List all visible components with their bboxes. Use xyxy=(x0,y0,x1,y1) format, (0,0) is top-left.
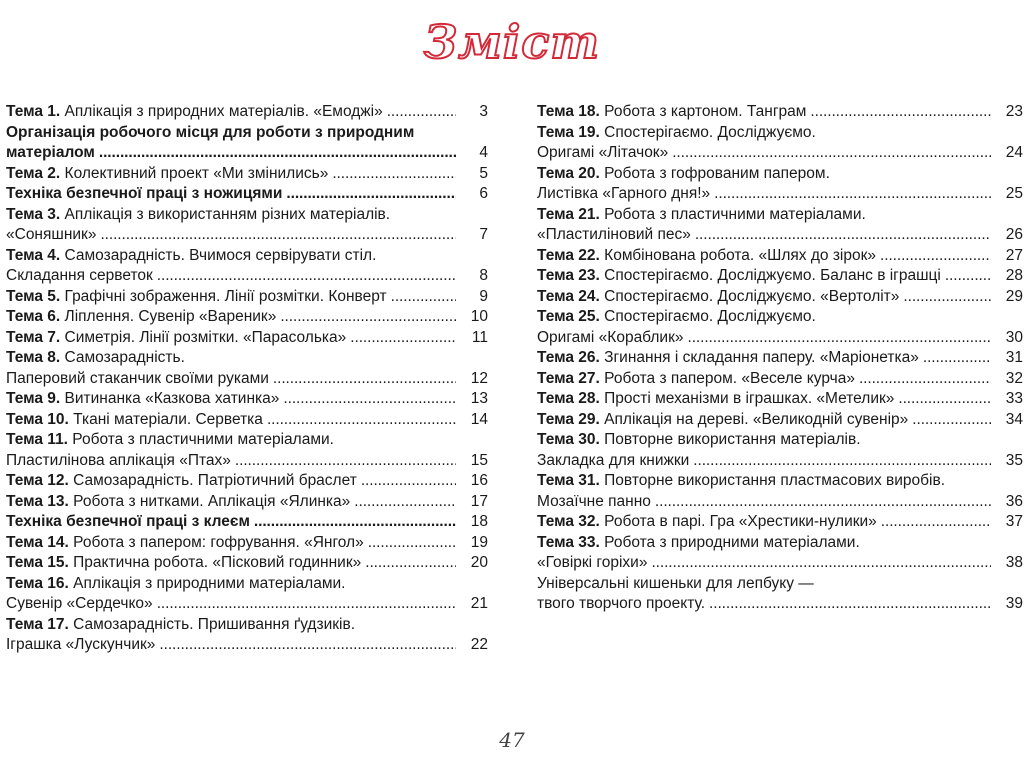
toc-entry xyxy=(537,246,1023,267)
toc-topic-number: Тема 13. xyxy=(6,492,69,510)
toc-page-number: 22 xyxy=(470,636,488,653)
toc-page-number: 21 xyxy=(470,595,488,612)
toc-page-number: 31 xyxy=(1005,349,1023,366)
toc-topic-title: Техніка безпечної праці з ножицями xyxy=(6,185,283,202)
toc-topic-title: Робота в парі. Гра «Хрестики-нулики» xyxy=(599,513,877,530)
toc-leader-dots xyxy=(693,451,991,472)
toc-topic-title: Пластилінова аплікація «Птах» xyxy=(6,451,231,469)
toc-entry-text xyxy=(6,471,357,492)
toc-entry xyxy=(6,287,488,308)
toc-topic-number: Тема 11. xyxy=(6,431,68,448)
toc-entry-text xyxy=(537,348,919,369)
toc-page-number: 32 xyxy=(1005,369,1023,387)
toc-entry-text xyxy=(537,574,814,595)
toc-topic-number: Тема 16. xyxy=(6,574,69,592)
toc-topic-number: Тема 15. xyxy=(6,554,69,571)
toc-entry xyxy=(537,328,1023,349)
toc-topic-title: Спостерігаємо. Досліджуємо. «Вертоліт» xyxy=(599,287,900,305)
toc-entry xyxy=(6,410,488,431)
toc-entry-text xyxy=(6,246,376,267)
toc-leader-dots xyxy=(672,143,991,164)
toc-topic-title: Закладка для книжки xyxy=(537,451,690,469)
toc-entry-text xyxy=(537,410,908,431)
toc-page-number: 5 xyxy=(479,164,488,182)
toc-entry-text xyxy=(537,143,668,164)
toc-entry xyxy=(537,225,1023,246)
toc-topic-title: Аплікація з природних матеріалів. «Емоджі» xyxy=(60,103,383,120)
toc-entry-text xyxy=(537,287,899,308)
toc-leader-dots xyxy=(714,184,991,205)
toc-topic-title: Робота з нитками. Аплікація «Ялинка» xyxy=(68,492,351,510)
toc-entry-text xyxy=(537,512,877,533)
toc-entry-text xyxy=(6,533,364,554)
toc-page-number: 25 xyxy=(1005,185,1023,202)
toc-leader-dots xyxy=(709,594,991,615)
toc-topic-number: Тема 8. xyxy=(6,349,61,366)
toc-entry xyxy=(6,123,488,144)
toc-leader-dots xyxy=(368,533,456,554)
page-number: 47 xyxy=(499,728,525,752)
toc-entry-text xyxy=(6,512,250,533)
toc-leader-dots xyxy=(881,512,991,533)
toc-topic-title: Самозарадність. xyxy=(60,349,185,366)
page-title: Зміст xyxy=(423,15,601,69)
toc-entry xyxy=(6,553,488,574)
toc-page-number: 4 xyxy=(479,144,488,161)
toc-leader-dots xyxy=(100,225,456,246)
toc-entry-text xyxy=(537,451,689,472)
toc-entry-text xyxy=(6,553,361,574)
toc-page-number: 36 xyxy=(1005,492,1023,510)
toc-entry xyxy=(6,369,488,390)
toc-entry xyxy=(537,164,1023,185)
toc-entry-text xyxy=(537,246,876,267)
toc-entry-text xyxy=(537,533,860,554)
toc-entry-text xyxy=(537,205,866,226)
toc-entry-text xyxy=(537,164,830,185)
toc-topic-number: Тема 31. xyxy=(537,472,600,489)
toc-leader-dots xyxy=(283,389,456,410)
toc-page-number: 16 xyxy=(470,472,488,489)
toc-topic-title: «Соняшник» xyxy=(6,226,97,243)
toc-topic-title: Сувенір «Сердечко» xyxy=(6,595,153,612)
toc-entry-text xyxy=(537,184,710,205)
toc-leader-dots xyxy=(157,266,456,287)
toc-entry xyxy=(537,205,1023,226)
toc-page-number: 33 xyxy=(1005,390,1023,407)
toc-topic-number: Тема 18. xyxy=(537,103,600,120)
toc-topic-number: Тема 2. xyxy=(6,164,61,182)
toc-entry xyxy=(537,471,1023,492)
toc-entry xyxy=(6,266,488,287)
toc-entry-text xyxy=(537,225,691,246)
toc-leader-dots xyxy=(99,143,456,164)
toc-topic-title: Робота з природними матеріалами. xyxy=(599,533,860,551)
toc-topic-number: Тема 1. xyxy=(6,103,61,120)
toc-page-number: 37 xyxy=(1005,513,1023,530)
toc-topic-number: Тема 10. xyxy=(6,410,69,428)
toc-page-number: 14 xyxy=(470,410,488,428)
toc-topic-title: Практична робота. «Пісковий годинник» xyxy=(68,554,362,571)
toc-entry xyxy=(537,123,1023,144)
toc-page-number: 27 xyxy=(1005,246,1023,264)
toc-entry-text xyxy=(6,164,328,185)
toc-entry-text xyxy=(6,328,346,349)
toc-entry-text xyxy=(537,430,861,451)
toc-entry xyxy=(6,512,488,533)
toc-entry xyxy=(537,451,1023,472)
toc-topic-title: Ліплення. Сувенір «Вареник» xyxy=(60,308,277,325)
toc-entry xyxy=(537,512,1023,533)
toc-entry xyxy=(6,615,488,636)
toc-topic-number: Тема 27. xyxy=(537,369,600,387)
toc-entry xyxy=(537,430,1023,451)
toc-entry xyxy=(6,533,488,554)
toc-leader-dots xyxy=(651,553,991,574)
toc-entry-text xyxy=(6,369,269,390)
toc-topic-number: Тема 28. xyxy=(537,390,600,407)
toc-entry xyxy=(6,164,488,185)
toc-entry-text xyxy=(537,123,816,144)
toc-topic-title: Складання серветок xyxy=(6,267,153,284)
toc-page-number: 29 xyxy=(1005,287,1023,305)
toc-page-number: 17 xyxy=(470,492,488,510)
toc-topic-title: Повторне використання пластмасових виробів. xyxy=(599,472,946,489)
toc-leader-dots xyxy=(880,246,991,267)
toc-entry-text xyxy=(537,369,855,390)
toc-topic-number: Тема 33. xyxy=(537,533,600,551)
toc-page-number: 20 xyxy=(470,554,488,571)
toc-page-number: 8 xyxy=(479,267,488,284)
toc-entry xyxy=(537,574,1023,595)
toc-leader-dots xyxy=(365,553,456,574)
toc-entry xyxy=(6,451,488,472)
toc-entry-text xyxy=(6,348,185,369)
toc-page-number: 23 xyxy=(1005,103,1023,120)
toc-topic-title: Симетрія. Лінії розмітки. «Парасолька» xyxy=(60,328,347,346)
toc-leader-dots xyxy=(387,102,456,123)
toc-leader-dots xyxy=(286,184,456,205)
toc-entry xyxy=(6,389,488,410)
toc-topic-title: Робота з пластичними матеріалами. xyxy=(599,205,866,223)
toc-entry xyxy=(537,266,1023,287)
toc-page-number: 19 xyxy=(470,533,488,551)
toc-topic-title: Робота з папером: гофрування. «Янгол» xyxy=(68,533,364,551)
toc-leader-dots xyxy=(859,369,991,390)
toc-topic-number: Тема 24. xyxy=(537,287,600,305)
toc-entry xyxy=(537,102,1023,123)
toc-entry xyxy=(537,307,1023,328)
toc-leader-dots xyxy=(695,225,991,246)
toc-entry xyxy=(537,287,1023,308)
toc-topic-number: Тема 25. xyxy=(537,308,600,325)
toc-topic-title: Повторне використання матеріалів. xyxy=(599,431,861,448)
toc-entry xyxy=(6,492,488,513)
toc-entry xyxy=(537,389,1023,410)
toc-entry-text xyxy=(6,225,96,246)
toc-column-right xyxy=(537,102,1023,615)
toc-entry-text xyxy=(537,307,816,328)
toc-topic-number: Тема 23. xyxy=(537,267,600,284)
toc-topic-title: Мозаїчне панно xyxy=(537,492,651,510)
toc-leader-dots xyxy=(273,369,456,390)
toc-topic-number: Тема 4. xyxy=(6,246,61,264)
toc-page-number: 24 xyxy=(1005,144,1023,161)
toc-topic-number: Тема 7. xyxy=(6,328,61,346)
toc-entry xyxy=(537,369,1023,390)
toc-leader-dots xyxy=(361,471,456,492)
toc-entry-text xyxy=(6,574,345,595)
toc-page-number: 18 xyxy=(470,513,488,530)
toc-topic-title: Організація робочого місця для роботи з природним xyxy=(6,123,415,141)
toc-topic-title: Універсальні кишеньки для лепбуку — xyxy=(537,574,814,592)
toc-entry xyxy=(537,594,1023,615)
toc-leader-dots xyxy=(280,307,456,328)
toc-topic-title: Ткані матеріали. Серветка xyxy=(68,410,263,428)
toc-topic-number: Тема 9. xyxy=(6,390,61,407)
toc-topic-number: Тема 29. xyxy=(537,410,600,428)
toc-topic-number: Тема 20. xyxy=(537,164,600,182)
toc-topic-number: Тема 32. xyxy=(537,513,600,530)
toc-topic-title: Листівка «Гарного дня!» xyxy=(537,185,711,202)
toc-topic-title: Паперовий стаканчик своїми руками xyxy=(6,369,269,387)
toc-topic-title: матеріалом xyxy=(6,144,95,161)
toc-entry xyxy=(537,143,1023,164)
toc-topic-title: Робота з папером. «Веселе курча» xyxy=(599,369,855,387)
toc-leader-dots xyxy=(923,348,991,369)
toc-entry-text xyxy=(6,410,263,431)
toc-entry xyxy=(6,430,488,451)
toc-page-number: 9 xyxy=(479,287,488,305)
toc-leader-dots xyxy=(945,266,991,287)
toc-page-number: 3 xyxy=(479,103,488,120)
toc-topic-title: Спостерігаємо. Досліджуємо. xyxy=(599,123,816,141)
toc-leader-dots xyxy=(159,635,456,656)
toc-topic-title: Аплікація з використанням різних матеріалів. xyxy=(60,205,391,223)
toc-leader-dots xyxy=(332,164,456,185)
toc-topic-title: Оригамі «Кораблик» xyxy=(537,328,684,346)
toc-leader-dots xyxy=(912,410,991,431)
toc-leader-dots xyxy=(687,328,991,349)
toc-entry-text xyxy=(6,102,383,123)
toc-entry xyxy=(6,328,488,349)
toc-entry-text xyxy=(6,451,231,472)
toc-topic-title: Аплікація з природними матеріалами. xyxy=(68,574,346,592)
toc-entry xyxy=(6,635,488,656)
toc-page-number: 7 xyxy=(479,226,488,243)
toc-entry xyxy=(6,594,488,615)
toc-topic-number: Тема 3. xyxy=(6,205,61,223)
toc-entry xyxy=(537,533,1023,554)
toc-entry-text xyxy=(6,615,355,636)
toc-page-number: 30 xyxy=(1005,328,1023,346)
toc-entry xyxy=(537,348,1023,369)
toc-leader-dots xyxy=(655,492,991,513)
toc-entry xyxy=(6,246,488,267)
toc-entry xyxy=(537,492,1023,513)
toc-entry xyxy=(537,410,1023,431)
toc-topic-title: Спостерігаємо. Досліджуємо. Баланс в іграшці xyxy=(599,267,941,284)
toc-entry xyxy=(6,205,488,226)
toc-leader-dots xyxy=(235,451,456,472)
toc-page-number: 13 xyxy=(470,390,488,407)
toc-entry xyxy=(6,471,488,492)
toc-entry xyxy=(6,307,488,328)
toc-entry-text xyxy=(537,594,705,615)
toc-entry-text xyxy=(537,492,651,513)
toc-entry xyxy=(6,143,488,164)
toc-page-number: 26 xyxy=(1005,226,1023,243)
toc-entry xyxy=(537,553,1023,574)
toc-leader-dots xyxy=(810,102,991,123)
toc-leader-dots xyxy=(350,328,456,349)
toc-page-number: 12 xyxy=(470,369,488,387)
toc-page-number: 38 xyxy=(1005,554,1023,571)
toc-topic-number: Тема 6. xyxy=(6,308,61,325)
toc-topic-number: Тема 30. xyxy=(537,431,600,448)
toc-entry-text xyxy=(6,430,334,451)
toc-topic-title: Прості механізми в іграшках. «Метелик» xyxy=(599,390,895,407)
toc-entry-text xyxy=(6,143,95,164)
toc-entry-text xyxy=(6,287,387,308)
toc-page-number: 35 xyxy=(1005,451,1023,469)
toc-entry xyxy=(6,102,488,123)
toc-topic-title: Робота з картоном. Танграм xyxy=(599,103,807,120)
toc-topic-title: твого творчого проекту. xyxy=(537,595,706,612)
toc-topic-title: Комбінована робота. «Шлях до зірок» xyxy=(599,246,877,264)
toc-topic-number: Тема 5. xyxy=(6,287,61,305)
toc-topic-title: Колективний проект «Ми змінились» xyxy=(60,164,329,182)
toc-topic-title: Аплікація на дереві. «Великодній сувенір» xyxy=(599,410,909,428)
toc-topic-number: Тема 26. xyxy=(537,349,600,366)
toc-topic-number: Тема 12. xyxy=(6,472,69,489)
toc-entry-text xyxy=(6,307,276,328)
toc-leader-dots xyxy=(254,512,456,533)
toc-leader-dots xyxy=(354,492,456,513)
toc-topic-title: «Пластиліновий пес» xyxy=(537,226,691,243)
toc-topic-title: Графічні зображення. Лінії розмітки. Конверт xyxy=(60,287,387,305)
toc-entry-text xyxy=(6,266,153,287)
toc-topic-title: Оригамі «Літачок» xyxy=(537,144,669,161)
toc-leader-dots xyxy=(157,594,456,615)
toc-entry-text xyxy=(6,594,153,615)
toc-entry xyxy=(537,184,1023,205)
toc-topic-number: Тема 21. xyxy=(537,205,600,223)
toc-topic-title: Іграшка «Лускунчик» xyxy=(6,636,156,653)
toc-topic-number: Тема 14. xyxy=(6,533,69,551)
toc-entry-text xyxy=(537,328,683,349)
toc-entry-text xyxy=(537,553,647,574)
toc-topic-title: Техніка безпечної праці з клеєм xyxy=(6,513,250,530)
toc-entry-text xyxy=(6,635,155,656)
toc-page-number: 11 xyxy=(471,328,488,346)
toc-topic-title: Самозарадність. Вчимося сервірувати стіл. xyxy=(60,246,377,264)
toc-leader-dots xyxy=(903,287,991,308)
toc-page-number: 39 xyxy=(1005,595,1023,612)
toc-topic-title: «Говіркі горіхи» xyxy=(537,554,648,571)
toc-page-number: 28 xyxy=(1005,267,1023,284)
toc-entry-text xyxy=(6,492,350,513)
toc-leader-dots xyxy=(391,287,456,308)
toc-topic-title: Самозарадність. Пришивання ґудзиків. xyxy=(68,615,356,633)
toc-column-left xyxy=(6,102,488,656)
toc-page-number: 15 xyxy=(470,451,488,469)
toc-topic-number: Тема 19. xyxy=(537,123,600,141)
toc-entry-text xyxy=(537,389,894,410)
toc-entry xyxy=(6,184,488,205)
toc-topic-title: Робота з пластичними матеріалами. xyxy=(68,431,334,448)
toc-page-number: 34 xyxy=(1005,410,1023,428)
toc-topic-title: Згинання і складання паперу. «Маріонетка» xyxy=(599,349,919,366)
toc-entry-text xyxy=(6,184,282,205)
toc-entry xyxy=(6,225,488,246)
toc-entry xyxy=(6,574,488,595)
toc-entry-text xyxy=(537,471,945,492)
toc-leader-dots xyxy=(898,389,991,410)
toc-entry-text xyxy=(537,102,806,123)
toc-page-number: 10 xyxy=(470,308,488,325)
toc-leader-dots xyxy=(267,410,456,431)
toc-entry-text xyxy=(6,389,279,410)
toc-topic-number: Тема 22. xyxy=(537,246,600,264)
toc-topic-title: Робота з гофрованим папером. xyxy=(599,164,830,182)
toc-page-number: 6 xyxy=(479,185,488,202)
toc-entry xyxy=(6,348,488,369)
toc-topic-title: Спостерігаємо. Досліджуємо. xyxy=(599,308,816,325)
toc-topic-title: Витинанка «Казкова хатинка» xyxy=(60,390,280,407)
toc-topic-title: Самозарадність. Патріотичний браслет xyxy=(68,472,357,489)
toc-entry-text xyxy=(537,266,941,287)
toc-entry-text xyxy=(6,123,414,144)
toc-topic-number: Тема 17. xyxy=(6,615,69,633)
toc-entry-text xyxy=(6,205,390,226)
